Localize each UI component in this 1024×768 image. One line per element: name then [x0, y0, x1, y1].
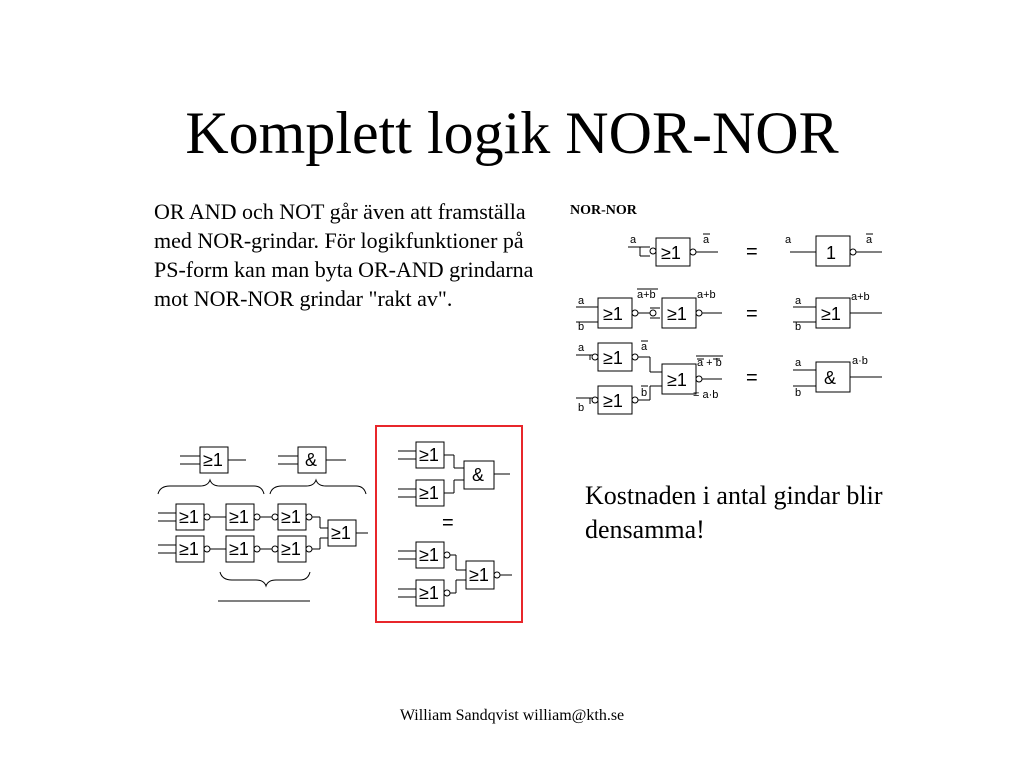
label-a: a — [795, 357, 802, 369]
label-a-plus-b: a+b — [697, 289, 716, 301]
label-b: b — [578, 402, 585, 414]
gate-label: ≥1 — [419, 583, 439, 603]
label-a: a — [795, 295, 802, 307]
gate-label: ≥1 — [179, 507, 199, 527]
gate-label: 1 — [826, 243, 837, 263]
gate-label: ≥1 — [661, 243, 681, 263]
label-a-plus-b-bar: a+b — [637, 289, 656, 301]
gate-label: ≥1 — [419, 545, 439, 565]
label-eq-a-times-b: = a·b — [693, 389, 719, 401]
brace-bottom — [220, 572, 310, 586]
label-a: a — [785, 234, 792, 246]
gate-label: ≥1 — [469, 565, 489, 585]
label-a-bar: a — [866, 234, 873, 246]
gate-label: ≥1 — [603, 348, 623, 368]
label-a-bar: a — [641, 341, 648, 353]
gate-label: & — [472, 465, 485, 485]
equals-sign: = — [442, 512, 454, 534]
gate-label: & — [824, 368, 837, 388]
label-a: a — [578, 342, 585, 354]
gate-label: ≥1 — [203, 450, 223, 470]
gate-label: ≥1 — [603, 391, 623, 411]
label-b: b — [795, 321, 802, 333]
label-abar-plus-bbar: a + b — [697, 357, 722, 369]
gate-label: ≥1 — [419, 445, 439, 465]
row-and — [576, 341, 882, 414]
row-or — [576, 289, 882, 333]
gate-label: & — [305, 450, 318, 470]
label-a: a — [578, 295, 585, 307]
row-not — [628, 234, 882, 266]
label-a-times-b: a·b — [852, 355, 868, 367]
brace-and — [270, 480, 366, 494]
label-a-bar: a — [703, 234, 710, 246]
equals-sign: = — [746, 367, 758, 389]
label-b: b — [578, 321, 585, 333]
gate-label: ≥1 — [603, 304, 623, 324]
label-a-plus-b: a+b — [851, 291, 870, 303]
slide-title: Komplett logik NOR-NOR — [185, 100, 839, 166]
brace-or — [158, 480, 264, 494]
nor-nor-heading: NOR-NOR — [570, 203, 637, 218]
label-b: b — [795, 387, 802, 399]
gate-label: ≥1 — [419, 483, 439, 503]
gate-label: ≥1 — [281, 507, 301, 527]
label-a: a — [630, 234, 637, 246]
gate-label: ≥1 — [179, 539, 199, 559]
gate-label: ≥1 — [229, 539, 249, 559]
gate-label: ≥1 — [331, 523, 351, 543]
body-paragraph: OR AND och NOT går även att framställa med NOR-grindar. För logikfunktioner på PS-form kan man byta OR-AND grindarna mot NOR-NOR grindar "rakt av". — [154, 199, 534, 311]
cost-note: Kostnaden i antal gindar blir densamma! — [585, 481, 883, 544]
equals-sign: = — [746, 303, 758, 325]
equals-sign: = — [746, 241, 758, 263]
footer-author: William Sandqvist william@kth.se — [399, 707, 625, 724]
gate-label: ≥1 — [667, 370, 687, 390]
label-b-bar: b — [641, 387, 648, 399]
nor-nor-diagram — [570, 203, 882, 414]
gate-label: ≥1 — [667, 304, 687, 324]
gate-label: ≥1 — [229, 507, 249, 527]
gate-label: ≥1 — [821, 304, 841, 324]
circuit-left — [158, 447, 368, 601]
gate-label: ≥1 — [281, 539, 301, 559]
circuit-red-box — [376, 426, 522, 622]
